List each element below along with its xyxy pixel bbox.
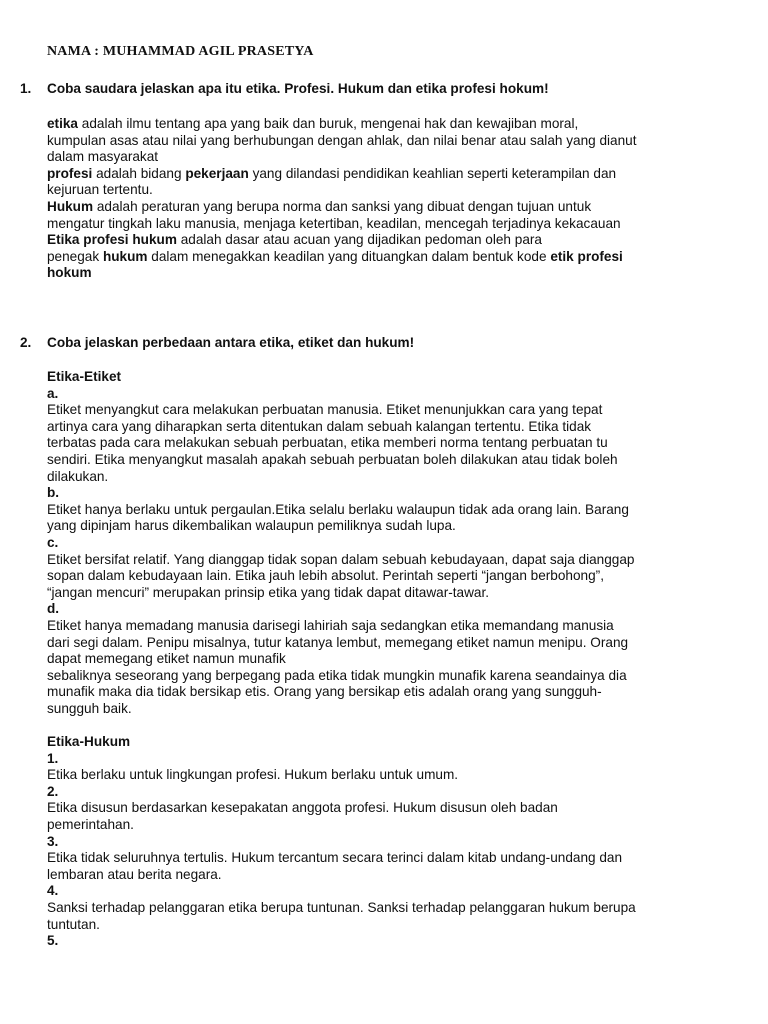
bold-text: etika — [47, 116, 78, 131]
answer-2-line — [47, 734, 737, 751]
bold-text: Etika profesi hukum — [47, 232, 177, 248]
answer-2-line — [47, 452, 737, 469]
answer-2-line — [47, 784, 737, 801]
answer-2-line — [47, 867, 737, 884]
answer-2-line — [47, 402, 737, 419]
bold-text: 3. — [47, 833, 59, 849]
text-run: sendiri. Etika menyangkut masalah apakah sebuah perbuatan boleh dilakukan atau tidak boleh — [47, 451, 618, 467]
bold-text: etik profesi — [550, 248, 623, 264]
answer-2-line — [47, 917, 737, 934]
text-run: yang dipinjam harus dikembalikan walaupun pemiliknya sudah lupa. — [47, 518, 456, 534]
bold-text: Hukum — [47, 198, 94, 214]
answer-2-line — [47, 900, 737, 917]
answer-2-line — [47, 800, 737, 817]
text-run: munafik maka dia tidak bersikap etis. Orang yang bersikap etis adalah orang yang sungguh- — [47, 684, 602, 700]
bold-text: d. — [47, 601, 60, 617]
answer-2-line — [47, 568, 737, 585]
student-name: NAMA : MUHAMMAD AGIL PRASETYA — [47, 44, 314, 59]
text-run: Etiket menyangkut cara melakukan perbuatan manusia. Etiket menunjukkan cara yang tepat — [47, 402, 603, 418]
answer-1-line — [47, 149, 737, 166]
text-run: Etiket hanya memadang manusia darisegi lahiriah saja sedangkan etika memandang manusia — [47, 617, 614, 633]
answer-2-line — [47, 668, 737, 685]
question-1 — [20, 81, 549, 98]
answer-2-line — [47, 850, 737, 867]
answer-2-line — [47, 535, 737, 552]
bold-text: hokum — [47, 265, 92, 281]
answer-2-line — [47, 369, 737, 386]
text-run: penegak — [47, 248, 103, 264]
answer-2-line — [47, 485, 737, 502]
text-run: sungguh baik. — [47, 700, 132, 716]
bold-text: b. — [47, 485, 60, 501]
answer-2 — [47, 369, 737, 950]
answer-2-line — [47, 419, 737, 436]
answer-1-line — [47, 182, 737, 199]
answer-2-line — [47, 933, 737, 950]
answer-2-line — [47, 518, 737, 535]
text-run: Etiket bersifat relatif. Yang dianggap tidak sopan dalam sebuah kebudayaan, dapat saja dianggap — [47, 551, 635, 567]
text-run: Etiket hanya berlaku untuk pergaulan.Etika selalu berlaku walaupun tidak ada orang lain. Barang — [47, 501, 629, 517]
bold-text: hukum — [102, 248, 148, 264]
bold-text: 4. — [47, 883, 59, 899]
bold-text: pekerjaan — [185, 165, 249, 181]
question-2 — [20, 335, 414, 352]
answer-1-line — [47, 232, 737, 249]
answer-2-line — [47, 435, 737, 452]
text-run: terbatas pada cara melakukan sebuah perbuatan, etika memberi norma tentang perbuatan tu — [47, 435, 608, 451]
answer-1-line — [47, 166, 737, 183]
answer-2-line — [47, 651, 737, 668]
text-run: kumpulan asas atau nilai yang berhubungan dengan ahlak, dan nilai benar atau salah yang dianut — [47, 132, 637, 148]
text-run: adalah dasar atau acuan yang dijadikan pedoman oleh para — [176, 232, 542, 248]
text-run: Etika berlaku untuk lingkungan profesi. Hukum berlaku untuk umum. — [47, 767, 459, 783]
answer-2-line — [47, 585, 737, 602]
text-run: adalah ilmu tentang apa yang baik dan buruk, mengenai hak dan kewajiban moral, — [77, 116, 579, 131]
text-run: Sanksi terhadap pelanggaran etika berupa tuntunan. Sanksi terhadap pelanggaran hukum berupa — [47, 900, 636, 915]
text-run: lembaran atau berita negara. — [47, 866, 222, 882]
text-run: dapat memegang etiket namun munafik — [47, 651, 286, 667]
answer-1-line — [47, 216, 737, 233]
question-1-text: Coba saudara jelaskan apa itu etika. Profesi. Hukum dan etika profesi hokum! — [47, 81, 549, 96]
answer-2-line — [47, 834, 737, 851]
text-run: tuntutan. — [47, 916, 100, 932]
answer-2-line — [47, 701, 737, 718]
answer-2-line — [47, 552, 737, 569]
text-run: dalam menegakkan keadilan yang dituangkan dalam bentuk kode — [147, 248, 551, 264]
answer-1 — [47, 116, 737, 282]
answer-1-line — [47, 116, 737, 133]
bold-text: 5. — [47, 933, 59, 949]
bold-text: c. — [47, 534, 59, 550]
text-run: Etika tidak seluruhnya tertulis. Hukum tercantum secara terinci dalam kitab undang-undang dan — [47, 850, 623, 866]
text-run: mengatur tingkah laku manusia, menjaga ketertiban, keadilan, mencegah terjadinya kekacauan — [47, 215, 621, 231]
answer-2-line — [47, 386, 737, 403]
answer-1-line — [47, 199, 737, 216]
answer-2-line — [47, 635, 737, 652]
bold-text: profesi — [47, 165, 93, 181]
text-run: adalah peraturan yang berupa norma dan sanksi yang dibuat dengan tujuan untuk — [93, 198, 592, 214]
answer-2-line — [47, 502, 737, 519]
text-run: sopan dalam kebudayaan lain. Etika jauh lebih absolut. Perintah seperti “jangan berbohong”, — [47, 568, 604, 584]
text-run: dalam masyarakat — [47, 149, 159, 165]
text-run: pemerintahan. — [47, 817, 134, 833]
answer-2-line — [47, 717, 737, 734]
text-run: kejuruan tertentu. — [47, 182, 153, 198]
text-run: yang dilandasi pendidikan keahlian seperti keterampilan dan — [248, 165, 617, 181]
answer-2-line — [47, 469, 737, 486]
answer-1-line — [47, 133, 737, 150]
bold-text: 2. — [47, 783, 59, 799]
answer-2-line — [47, 684, 737, 701]
answer-2-line — [47, 767, 737, 784]
answer-2-line — [47, 751, 737, 768]
question-2-number: 2. — [20, 335, 32, 350]
text-run: “jangan mencuri” merupakan prinsip etika yang tidak dapat ditawar-tawar. — [47, 584, 490, 600]
text-run: dari segi dalam. Penipu misalnya, tutur katanya lembut, memegang etiket namun menipu. Orang — [47, 634, 629, 650]
bold-text: a. — [47, 385, 59, 401]
answer-2-line — [47, 601, 737, 618]
answer-2-line — [47, 883, 737, 900]
text-run: artinya cara yang diharapkan serta ditentukan dalam sebuah kalangan tertentu. Etika tidak — [47, 418, 592, 434]
answer-1-line — [47, 265, 737, 282]
text-run: sebaliknya seseorang yang berpegang pada etika tidak mungkin munafik karena seandainya dia — [47, 667, 627, 683]
question-2-text: Coba jelaskan perbedaan antara etika, etiket dan hukum! — [47, 335, 415, 350]
answer-1-line — [47, 249, 737, 266]
text-run: Etika disusun berdasarkan kesepakatan anggota profesi. Hukum disusun oleh badan — [47, 800, 558, 816]
bold-text: Etika-Etiket — [47, 369, 122, 384]
text-run: adalah bidang — [92, 165, 186, 181]
answer-2-line — [47, 618, 737, 635]
question-1-number: 1. — [20, 81, 32, 96]
bold-text: Etika-Hukum — [47, 734, 131, 750]
text-run: dilakukan. — [47, 468, 109, 484]
answer-2-line — [47, 817, 737, 834]
bold-text: 1. — [47, 750, 59, 766]
